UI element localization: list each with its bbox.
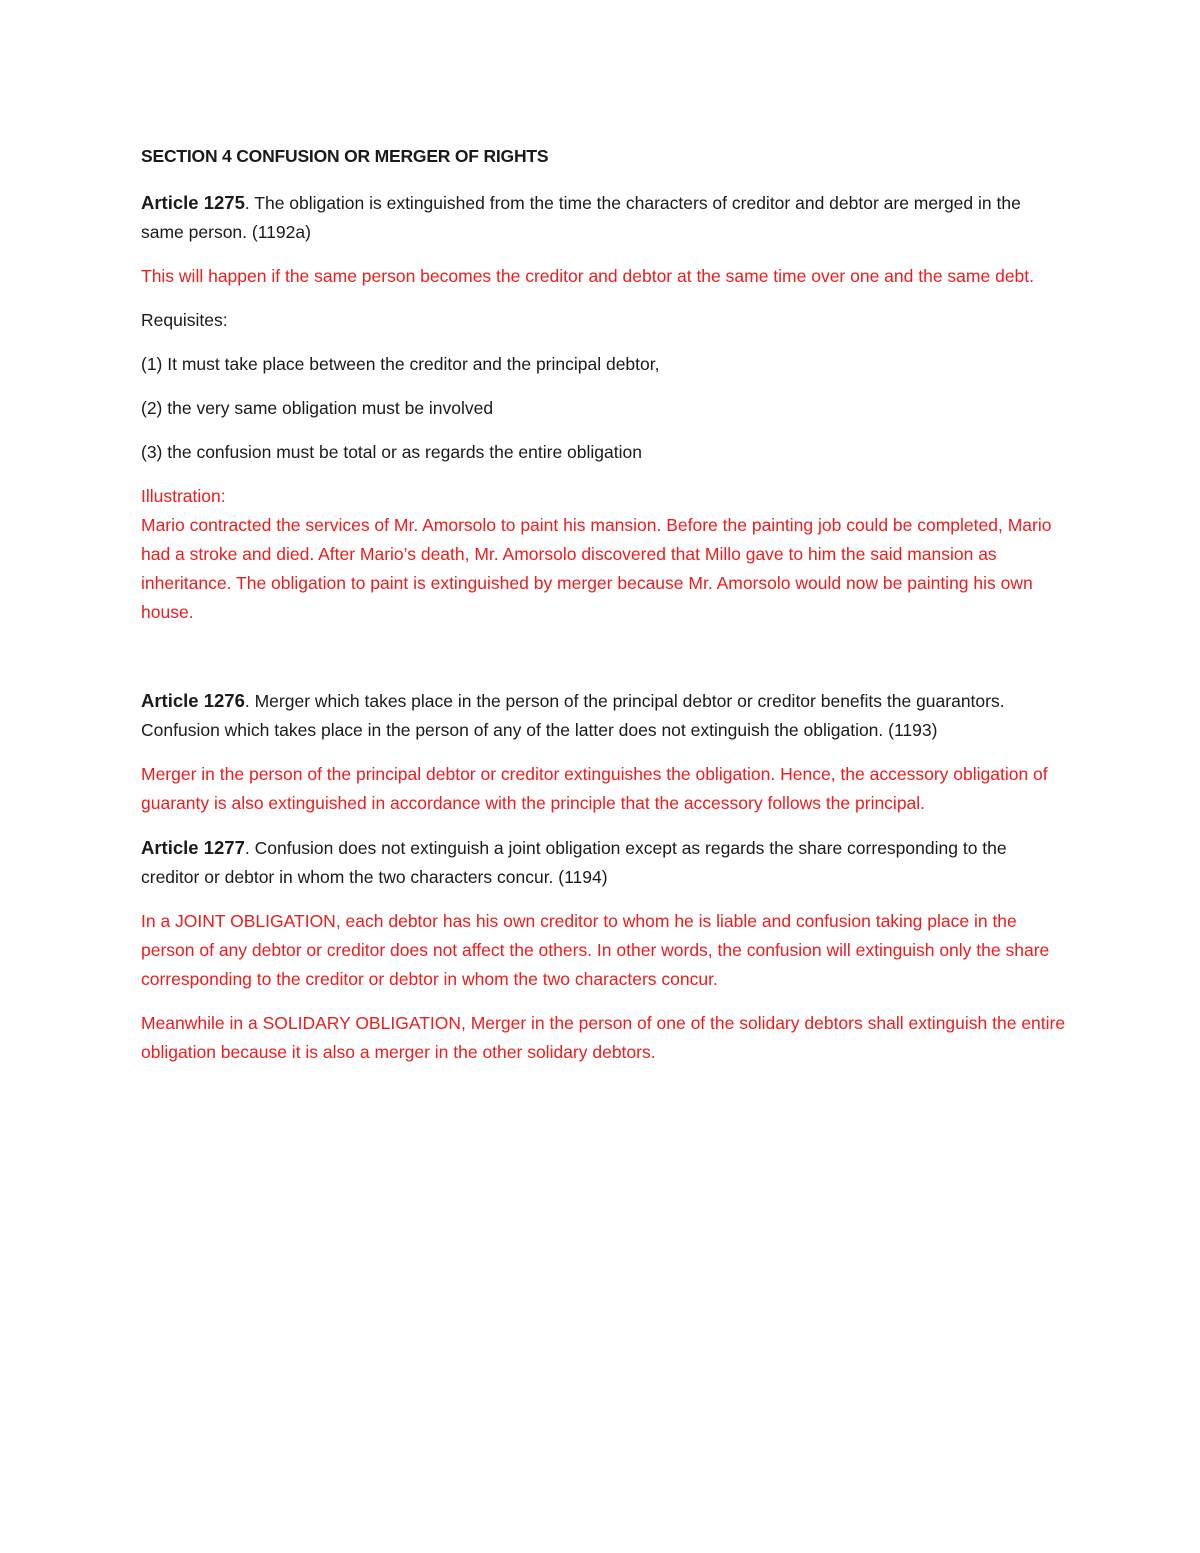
note-1276: Merger in the person of the principal debtor or creditor extinguishes the obligation. Hence, the accessory obligation of guaranty is also extinguished in accordance with the principle that the accessory follows the principal. <box>141 764 1048 813</box>
note-1275: This will happen if the same person becomes the creditor and debtor at the same time over one and the same debt. <box>141 266 1035 286</box>
section-title: SECTION 4 CONFUSION OR MERGER OF RIGHTS <box>141 146 549 166</box>
article-1275-label: Article 1275 <box>141 192 245 213</box>
requisite-item: (3) the confusion must be total or as regards the entire obligation <box>141 442 642 462</box>
requisite-item: (2) the very same obligation must be involved <box>141 398 494 418</box>
document-page <box>141 142 1066 1082</box>
article-1277-label: Article 1277 <box>141 837 245 858</box>
article-1276 <box>141 686 1066 745</box>
article-1277 <box>141 833 1066 892</box>
requisites-heading: Requisites: <box>141 310 228 330</box>
note-1277-solidary: Meanwhile in a SOLIDARY OBLIGATION, Merger in the person of one of the solidary debtors shall extinguish the entire obligation because it is also a merger in the other solidary debtors. <box>141 1013 1066 1062</box>
article-1275 <box>141 188 1066 247</box>
article-1277-text: . Confusion does not extinguish a joint obligation except as regards the share corresponding to the creditor or debtor in whom the two characters concur. (1194) <box>141 838 1007 887</box>
article-1276-label: Article 1276 <box>141 690 245 711</box>
article-1276-text: . Merger which takes place in the person of the principal debtor or creditor benefits the guarantors. Confusion which takes place in the person of any of the latter does not extinguish the obligation. (1193) <box>141 691 1005 740</box>
note-1277-joint: In a JOINT OBLIGATION, each debtor has his own creditor to whom he is liable and confusion taking place in the person of any debtor or creditor does not affect the others. In other words, the confusion will extinguish only the share corresponding to the creditor or debtor in whom the two characters concur. <box>141 911 1050 989</box>
illustration-text: Mario contracted the services of Mr. Amorsolo to paint his mansion. Before the painting job could be completed, Mario had a stroke and died. After Mario’s death, Mr. Amorsolo discovered that Millo gave to him the said mansion as inheritance. The obligation to paint is extinguished by merger because Mr. Amorsolo would now be painting his own house. <box>141 515 1052 622</box>
requisite-item: (1) It must take place between the creditor and the principal debtor, <box>141 354 660 374</box>
illustration-heading: Illustration: <box>141 486 226 506</box>
paragraph-spacer <box>141 642 1066 686</box>
article-1275-text: . The obligation is extinguished from the time the characters of creditor and debtor are merged in the same person. (1192a) <box>141 193 1021 242</box>
